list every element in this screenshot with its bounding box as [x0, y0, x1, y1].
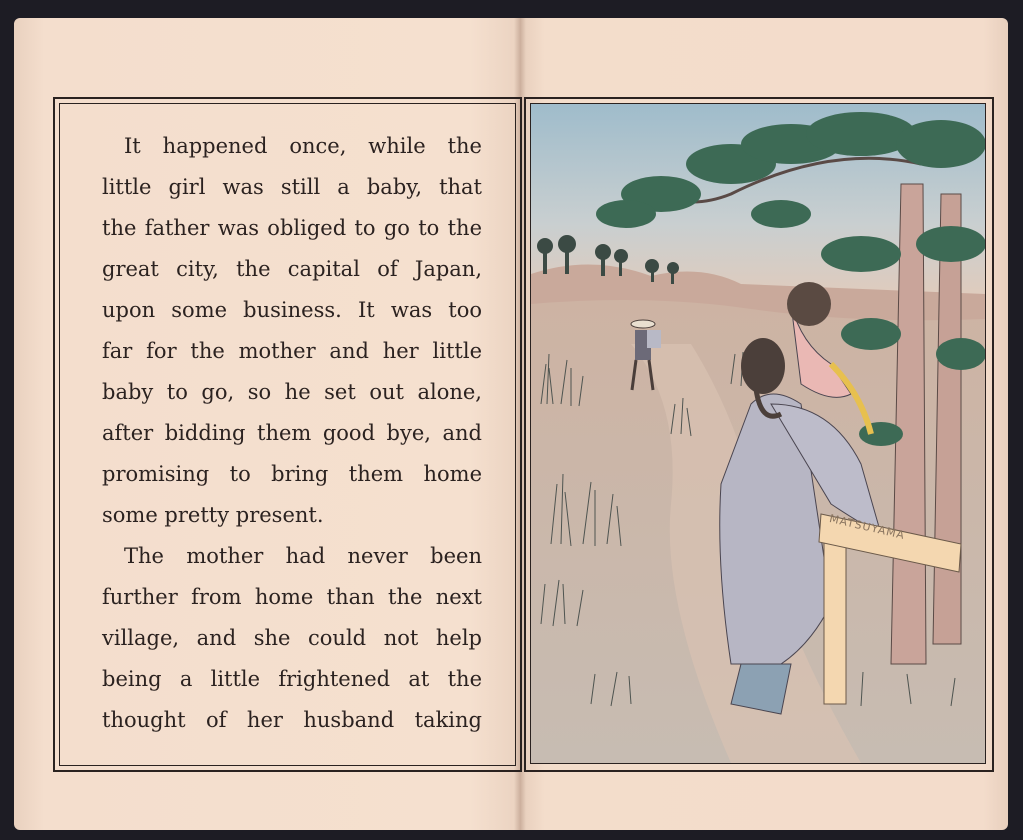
text-line: upon some business. It was too — [102, 298, 482, 322]
text-line: after bidding them good bye, and — [102, 421, 482, 445]
illustration-frame — [530, 103, 986, 764]
open-book — [14, 18, 1008, 830]
text-line: village, and she could not help — [102, 626, 482, 650]
text-line: some pretty present. — [102, 503, 324, 527]
text-line: thought of her husband taking — [102, 708, 482, 732]
text-line: little girl was still a baby, that — [102, 175, 482, 199]
text-line: being a little frightened at the — [102, 667, 482, 691]
text-line: It happened once, while the — [124, 134, 482, 158]
text-line: the father was obliged to go to the — [102, 216, 482, 240]
text-line: promising to bring them home — [102, 462, 482, 486]
text-line: further from home than the next — [102, 585, 482, 609]
signpost-label: MATSUYAMA — [828, 512, 907, 543]
text-line: far for the mother and her little — [102, 339, 482, 363]
story-text — [102, 126, 482, 741]
text-line: baby to go, so he set out alone, — [102, 380, 482, 404]
text-line: great city, the capital of Japan, — [102, 257, 482, 281]
illustration — [531, 104, 985, 763]
text-line: The mother had never been — [124, 544, 482, 568]
